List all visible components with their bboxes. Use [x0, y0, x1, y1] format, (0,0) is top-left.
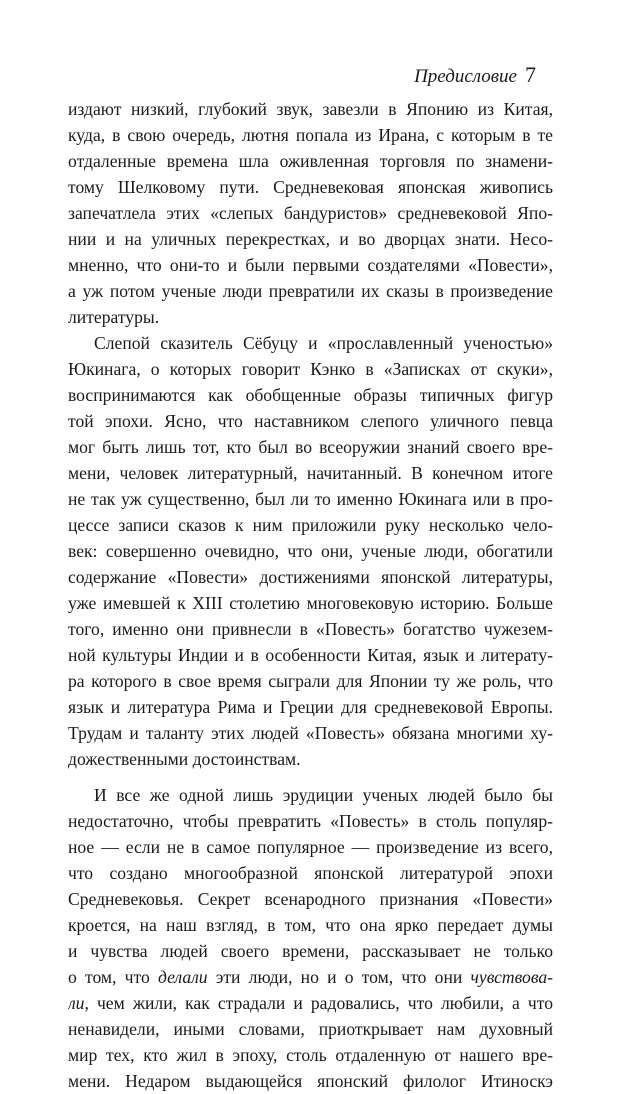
emphasis-text: ли	[68, 993, 85, 1013]
paragraph-3	[68, 782, 553, 1094]
running-title: Предисловие	[414, 66, 517, 87]
text-line: куда, в свою очередь, лютня попала из Ирана, с которым в те	[68, 125, 553, 145]
running-head	[414, 62, 536, 88]
paragraph-1	[68, 96, 553, 330]
text-line: не так уж существенно, был ли то именно Юкинага или в про-	[68, 489, 553, 509]
text-line: мненно, что они-то и были первыми создателями «Повести»,	[68, 255, 553, 275]
text-line: и чувства людей своего времени, рассказывает не только	[68, 941, 553, 961]
text-line-with-emphasis	[68, 990, 553, 1016]
text-line: мени, человек литературный, начитанный. В конечном итоге	[68, 463, 553, 483]
text-line: Слепой сказитель Сёбуцу и «прославленный ученостью»	[94, 333, 553, 353]
body-text	[68, 96, 553, 1094]
text-line: отдаленные времена шла оживленная торговля по знамени-	[68, 151, 553, 171]
text-line: дожественными достоинствам.	[68, 749, 301, 769]
text-line: Юкинага, о которых говорит Кэнко в «Записках от скуки»,	[68, 359, 553, 379]
paragraph-2	[68, 330, 553, 772]
text-line: уже имевшей к XIII столетию многовековую историю. Больше	[68, 593, 553, 613]
text-line: издают низкий, глубокий звук, завезли в Японию из Китая,	[68, 99, 553, 119]
text-line: ра которого в свое время сыграли для Японии ту же роль, что	[68, 671, 553, 691]
text-line: мени. Недаром выдающейся японский филолог Итиноскэ	[68, 1071, 553, 1091]
text-line: ненавидели, иными словами, приоткрывает нам духовный	[68, 1019, 553, 1039]
text-fragment: о том, что	[68, 967, 158, 987]
text-line: воспринимаются как обобщенные образы типичных фигур	[68, 385, 553, 405]
text-line: что создано многообразной японской литературой эпохи	[68, 863, 553, 883]
emphasis-text: чувствова-	[470, 967, 553, 987]
text-line: тому Шелковому пути. Средневековая японская живопись	[68, 177, 553, 197]
text-line: а уж потом ученые люди превратили их сказы в произведение	[68, 281, 553, 301]
text-line: Средневековья. Секрет всенародного признания «Повести»	[68, 889, 553, 909]
text-line: недостаточно, чтобы превратить «Повесть» в столь популяр-	[68, 811, 553, 831]
emphasis-text: делали	[157, 967, 208, 987]
text-line: И все же одной лишь эрудиции ученых людей было бы	[94, 785, 553, 805]
text-line: нии и на уличных перекрестках, и во дворцах знати. Несо-	[68, 229, 553, 249]
text-line: мог быть лишь тот, кто был во всеоружии знаний своего вре-	[68, 437, 553, 457]
text-line: век: совершенно очевидно, что они, ученые люди, обогатили	[68, 541, 553, 561]
text-line: запечатлела этих «слепых бандуристов» средневековой Япо-	[68, 203, 553, 223]
page-number: 7	[525, 62, 536, 87]
text-line: цессе записи сказов к ним приложили руку несколько чело-	[68, 515, 553, 535]
text-line: ное — если не в самое популярное — произведение из всего,	[68, 837, 553, 857]
text-line-with-emphasis	[68, 964, 553, 990]
text-line: литературы.	[68, 307, 160, 327]
text-line: ной культуры Индии и в особенности Китая, язык и литерату-	[68, 645, 553, 665]
text-line: того, именно они привнесли в «Повесть» богатство чужезем-	[68, 619, 553, 639]
text-line: кроется, на наш взгляд, в том, что она ярко передает думы	[68, 915, 553, 935]
text-fragment: , чем жили, как страдали и радовались, что любили, а что	[84, 993, 553, 1013]
text-fragment: эти люди, но и о том, что они	[207, 967, 471, 987]
text-line: Трудам и таланту этих людей «Повесть» обязана многими ху-	[68, 723, 553, 743]
text-line: той эпохи. Ясно, что наставником слепого уличного певца	[68, 411, 553, 431]
text-line: содержание «Повести» достижениями японской литературы,	[68, 567, 553, 587]
text-line: мир тех, кто жил в эпоху, столь отдаленную от нашего вре-	[68, 1045, 553, 1065]
text-line: язык и литература Рима и Греции для средневековой Европы.	[68, 697, 553, 717]
paragraph-gap	[68, 772, 553, 782]
